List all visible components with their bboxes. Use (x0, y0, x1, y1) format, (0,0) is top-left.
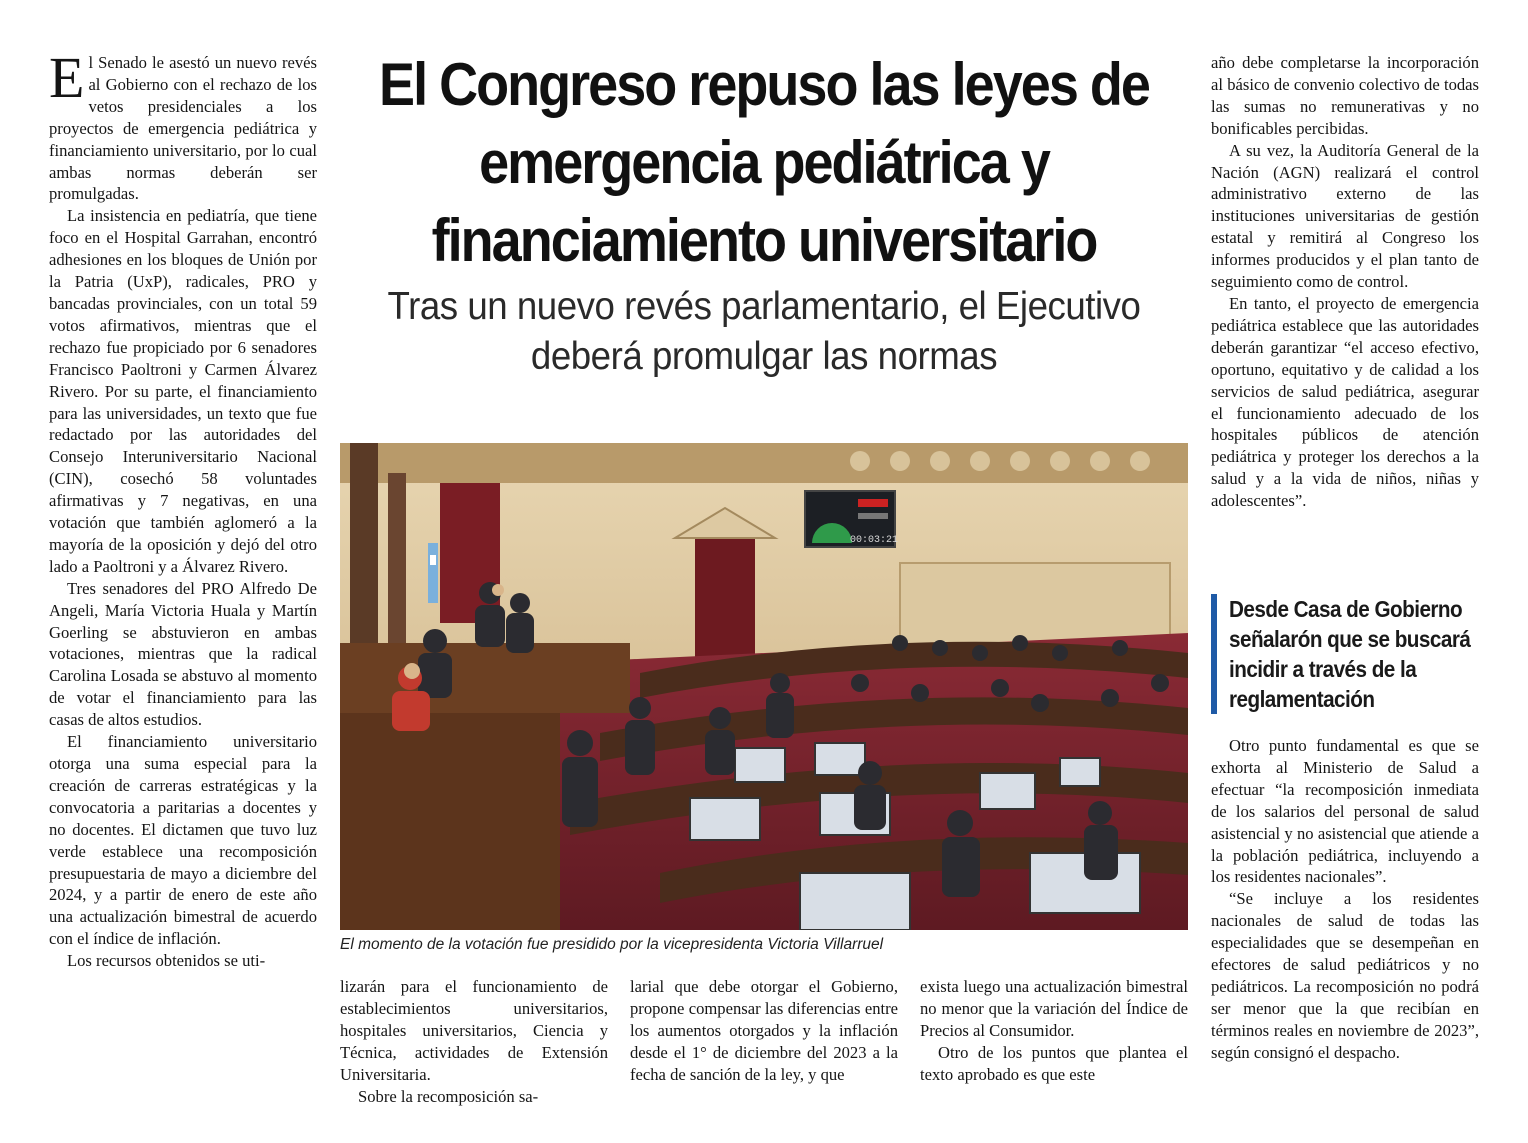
article-paragraph: Los recursos obtenidos se uti- (67, 951, 266, 971)
article-paragraph: La insistencia en pediatría, que tiene foco en el Hospital Garrahan, encontró adhesiones en los bloques de Unión por la Patria (UxP), radicales, PRO y bancadas provinciales, con un total 59 votos afirmativos, mientras que el rechazo fue propiciado por 6 senadores Francisco Paoltroni y Carmen Álvarez Rivero. Por su parte, el financiamiento para las universidades, un texto que fue redactado por las autoridades del Consejo Interuniversitario Nacional (CIN), cosechó 58 voluntades afirmativas y 7 negativas, en una votación que también aglomeró a la mayoría de la oposición y dejó del otro lado a Paoltroni y a Álvarez Rivero. (49, 206, 317, 576)
article-column-bottom-3 (920, 976, 1188, 1086)
drop-cap: E (49, 45, 85, 110)
article-paragraph: Tres senadores del PRO Alfredo De Angeli, María Victoria Huala y Martín Goerling se abstuvieron en ambas votaciones, mientras que la radical Carolina Losada se abstuvo al momento de votar el financiamiento para las casas de altos estudios. (49, 578, 317, 730)
senate-chamber-photo (340, 443, 1188, 930)
article-column-right (1211, 52, 1479, 512)
screen-clock: 00:03:21 (850, 535, 899, 546)
article-paragraph: larial que debe otorgar el Gobierno, propone compensar las diferencias entre los aumentos otorgados y la inflación desde el 1° de diciembre del 2023 a la fecha de sanción de la ley, y que (630, 977, 898, 1084)
article-paragraph: Otro punto fundamental es que se exhorta al Ministerio de Salud a efectuar “la recomposición inmediata de los salarios del personal de salud asistencial y no asistencial que atiende a la población pediátrica, incluyendo a los residentes nacionales”. (1211, 736, 1479, 887)
article-paragraph: A su vez, la Auditoría General de la Nación (AGN) realizará el control administrativo externo de las instituciones universitarias de gestión estatal y remitirá al Congreso los informes producidos y el plan tanto de seguimiento como de control. (1211, 140, 1479, 292)
article-paragraph: En tanto, el proyecto de emergencia pediátrica establece que las autoridades deberán garantizar “el acceso efectivo, oportuno, equitativo y de calidad a los servicios de salud pediátrica, asegurar el funcionamiento adecuado de los hospitales públicos de atención pediátrica y proteger los derechos a la salud y a la vida de niños, niñas y adolescentes”. (1211, 293, 1479, 511)
photo-caption: El momento de la votación fue presidido por la vicepresidenta Victoria Villarruel (340, 936, 884, 953)
headline: El Congreso repuso las leyes de emergencia pediátrica y financiamiento universitario (379, 51, 1149, 274)
article-column-left (49, 45, 317, 972)
article-column-bottom-1 (340, 976, 608, 1107)
article-paragraph: año debe completarse la incorporación al básico de convenio colectivo de todas las sumas no remunerativas y no bonificables percibidas. (1211, 53, 1479, 138)
subheadline: Tras un nuevo revés parlamentario, el Ejecutivo deberá promulgar las normas (387, 285, 1141, 378)
article-column-right-lower (1211, 735, 1479, 1064)
article-paragraph: El Senado le asestó un nuevo revés al Gobierno con el rechazo de los vetos presidenciales a los proyectos de emergencia pediátrica y financiamiento universitario, por lo cual ambas normas deberán ser promulgadas. (49, 45, 317, 204)
article-paragraph: El financiamiento universitario otorga una suma especial para la creación de carreras estratégicas y la convocatoria a paritarias a docentes y no docentes. El dictamen que tuvo luz verde establece una recomposición presupuestaria de mayo a diciembre del 2024, y a partir de enero de este año una actualización bimestral de acuerdo con el índice de inflación. (49, 732, 317, 949)
article-paragraph: lizarán para el funcionamiento de establecimientos universitarios, hospitales universitarios, Ciencia y Técnica, actividades de Extensión Universitaria. (340, 977, 608, 1084)
pull-quote (1211, 594, 1486, 714)
article-paragraph: exista luego una actualización bimestral no menor que la variación del Índice de Precios al Consumidor. (920, 977, 1188, 1040)
article-paragraph: Otro de los puntos que plantea el texto aprobado es que este (920, 1042, 1188, 1084)
article-column-bottom-2 (630, 976, 898, 1086)
article-paragraph: Sobre la recomposición sa- (358, 1086, 539, 1106)
article-paragraph: “Se incluye a los residentes nacionales de salud de todas las especialidades que se desempeñan en efectores de salud pediátricos y no pediátricos. La recomposición no podrá ser menor que la que recibían en términos reales en noviembre de 2023”, según consignó el despacho. (1211, 889, 1479, 1062)
pull-quote-text: Desde Casa de Gobierno señalarón que se buscará incidir a través de la reglamentación (1229, 596, 1471, 712)
